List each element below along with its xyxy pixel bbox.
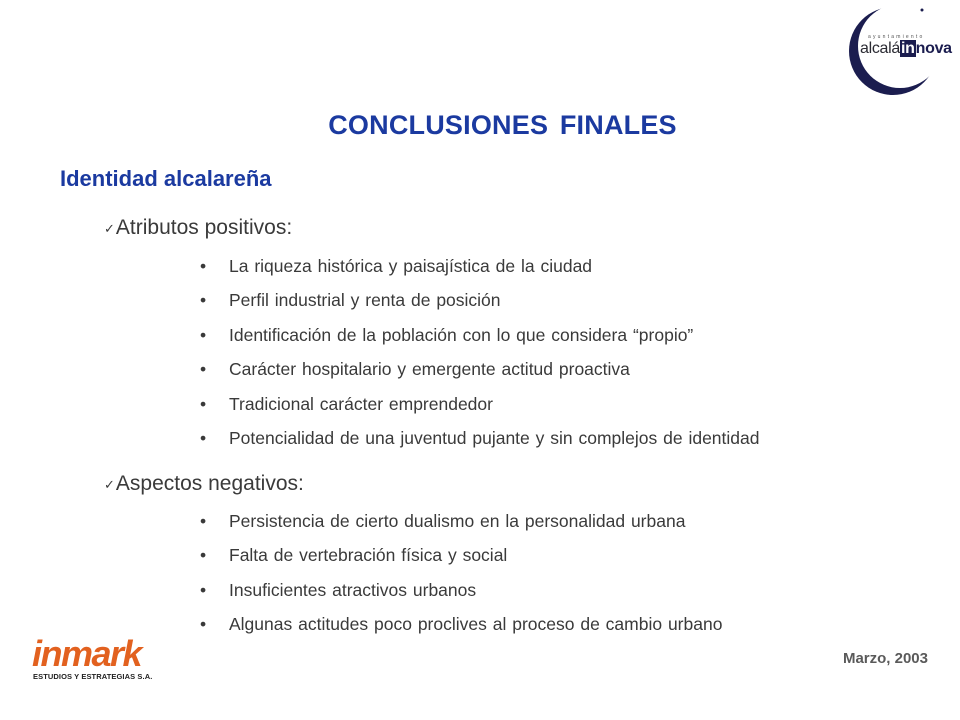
bullet-dot-icon: • [200, 359, 207, 380]
logo-word-in: in [901, 40, 915, 57]
logo-word-nova: nova [915, 40, 952, 57]
list-item [200, 290, 759, 324]
positive-attributes-list [200, 256, 759, 462]
list-item-text: Persistencia de cierto dualismo en la personalidad urbana [229, 511, 686, 531]
inmark-wordmark: inmark [32, 633, 142, 674]
list-item-text: Carácter hospitalario y emergente actitud proactiva [229, 359, 630, 380]
list-item-text: Falta de vertebración física y social [229, 545, 508, 566]
list-item [200, 359, 759, 393]
list-item [200, 614, 722, 648]
list-item [200, 394, 759, 428]
bullet-dot-icon: • [200, 579, 207, 600]
logo-wordmark [860, 40, 952, 58]
bullet-dot-icon: • [200, 256, 207, 276]
list-item-text: La riqueza histórica y paisajística de la ciudad [229, 256, 593, 276]
bullet-dot-icon: • [200, 393, 207, 414]
bullet-dot-icon: • [200, 614, 207, 635]
alcala-innova-logo [838, 6, 950, 98]
list-item-text: Tradicional carácter emprendedor [229, 393, 493, 414]
list-item-text: Insuficientes atractivos urbanos [229, 579, 477, 600]
list-item-text: Perfil industrial y renta de posición [229, 290, 501, 311]
date-label: Marzo, 2003 [842, 650, 928, 667]
section-heading-negative [104, 472, 304, 496]
list-item [200, 545, 722, 579]
bullet-dot-icon: • [200, 324, 207, 345]
checkmark-icon: ✓ [104, 477, 115, 492]
section-heading-positive [104, 216, 292, 240]
list-item [200, 511, 722, 545]
list-item [200, 325, 759, 359]
list-item-text: Algunas actitudes poco proclives al proceso de cambio urbano [229, 614, 723, 635]
logo-word-alcala: alcalá [860, 40, 901, 57]
checkmark-icon: ✓ [104, 221, 115, 236]
logo-tiny-text: ayuntamiento [868, 34, 925, 40]
section-heading-label: Atributos positivos: [115, 216, 293, 239]
slide-subtitle: Identidad alcalareña [60, 166, 272, 191]
list-item-text: Identificación de la población con lo que considera “propio” [229, 324, 694, 345]
bullet-dot-icon: • [200, 427, 207, 448]
list-item [200, 256, 759, 290]
bullet-dot-icon: • [200, 290, 207, 311]
section-heading-label: Aspectos negativos: [115, 472, 304, 495]
bullet-dot-icon: • [200, 511, 207, 531]
bullet-dot-icon: • [200, 545, 207, 566]
list-item [200, 428, 759, 462]
list-item-text: Potencialidad de una juventud pujante y sin complejos de identidad [229, 427, 760, 448]
negative-aspects-list [200, 511, 722, 649]
inmark-tagline: ESTUDIOS Y ESTRATEGIAS S.A. [33, 672, 153, 681]
inmark-logo [32, 633, 162, 684]
list-item [200, 580, 722, 614]
slide-title: CONCLUSIONES FINALES [328, 110, 677, 140]
